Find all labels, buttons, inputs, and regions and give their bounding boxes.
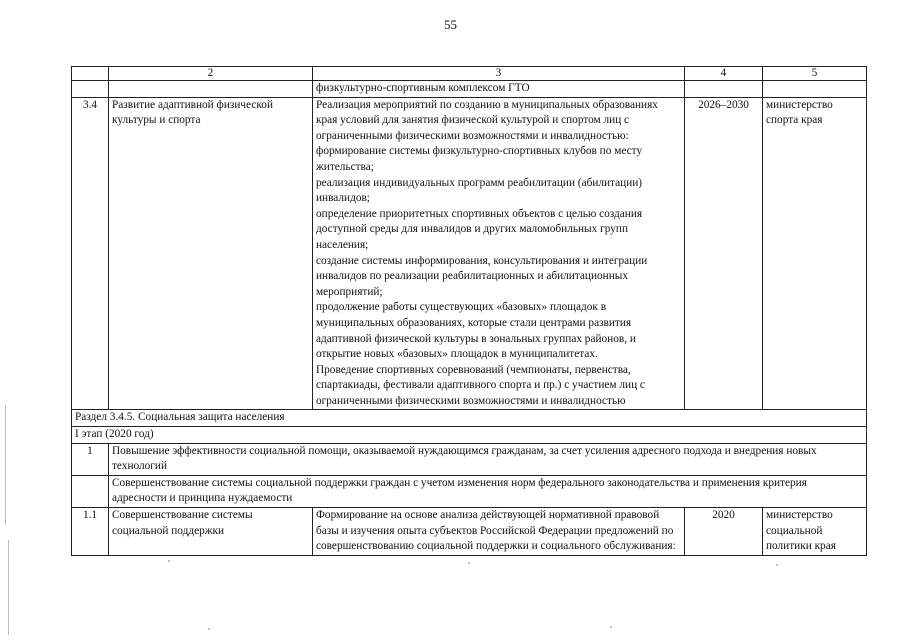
page-number: 55 xyxy=(444,17,457,32)
cell-text: Формирование на основе анализа действующей нормативной правовой базы и изучения опыта субъектов Российской Федерации предложений по совершенствованию социальной поддержки и социального обслуживания: xyxy=(313,508,685,556)
header-col-3: 3 xyxy=(313,67,685,81)
goal-row xyxy=(72,443,867,475)
cell-period xyxy=(685,81,763,98)
cell-num: 1.1 xyxy=(72,508,109,556)
header-col-4: 4 xyxy=(685,67,763,81)
cell-text: физкультурно-спортивным комплексом ГТО xyxy=(313,81,685,98)
cell-title: Развитие адаптивной физической культуры и спорта xyxy=(109,97,313,410)
scan-artifact-line xyxy=(8,540,9,635)
cell-period: 2020 xyxy=(685,508,763,556)
cell-num xyxy=(72,81,109,98)
table-row-3-4 xyxy=(72,97,867,410)
header-col-2: 2 xyxy=(109,67,313,81)
scan-artifact-dot xyxy=(168,560,170,562)
header-col-1 xyxy=(72,67,109,81)
cell-text: Реализация мероприятий по созданию в муниципальных образованиях края условий для занятия физической культурой и спортом лиц с ограниченными физическими возможностями и инвалидностью: формирование системы физкультурно-спортивных клубов по месту жительства; реализация индивидуальных программ реабилитации (абилитации) инвалидов; определение приоритетных спортивных объектов с целью создания доступной среды для инвалидов и других маломобильных групп населения; создание системы информирования, консультирования и интеграции инвалидов по реализации реабилитационных и абилитационных мероприятий; продолжение работы существующих «базовых» площадок в муниципальных образованиях, которые стали центрами развития адаптивной физической культуры в зональных группах районов, и открытие новых «базовых» площадок в муниципалитетах. Проведение спортивных соревнований (чемпионаты, первенства, спартакиады, фестивали адаптивного спорта и пр.) с участием лиц с ограниченными физическими возможностями и инвалидностью xyxy=(313,97,685,410)
header-col-5: 5 xyxy=(763,67,867,81)
scan-artifact-dot xyxy=(208,628,210,630)
scan-artifact-line xyxy=(5,405,6,525)
task-row xyxy=(72,475,867,507)
measures-table xyxy=(71,66,867,556)
stage-row xyxy=(72,427,867,444)
scan-artifact-dot xyxy=(776,564,778,566)
cell-resp: министерство социальной политики края xyxy=(763,508,867,556)
table-header-row xyxy=(72,67,867,81)
table-row-1-1 xyxy=(72,508,867,556)
cell-period: 2026–2030 xyxy=(685,97,763,410)
section-row xyxy=(72,410,867,427)
section-title: Раздел 3.4.5. Социальная защита населения xyxy=(72,410,867,427)
cell-num: 3.4 xyxy=(72,97,109,410)
cell-resp: министерство спорта края xyxy=(763,97,867,410)
goal-text: Повышение эффективности социальной помощи, оказываемой нуждающимся гражданам, за счет усиления адресного подхода и внедрения новых технологий xyxy=(109,443,867,475)
scan-artifact-dot xyxy=(468,562,470,564)
cell-num xyxy=(72,475,109,507)
task-text: Совершенствование системы социальной поддержки граждан с учетом изменения норм федерального законодательства и применения критерия адресности и принципа нуждаемости xyxy=(109,475,867,507)
scan-artifact-dot xyxy=(610,626,612,628)
cell-title: Совершенствование системы социальной поддержки xyxy=(109,508,313,556)
cell-resp xyxy=(763,81,867,98)
table-row-continuation xyxy=(72,81,867,98)
stage-title: I этап (2020 год) xyxy=(72,427,867,444)
cell-title xyxy=(109,81,313,98)
cell-num: 1 xyxy=(72,443,109,475)
